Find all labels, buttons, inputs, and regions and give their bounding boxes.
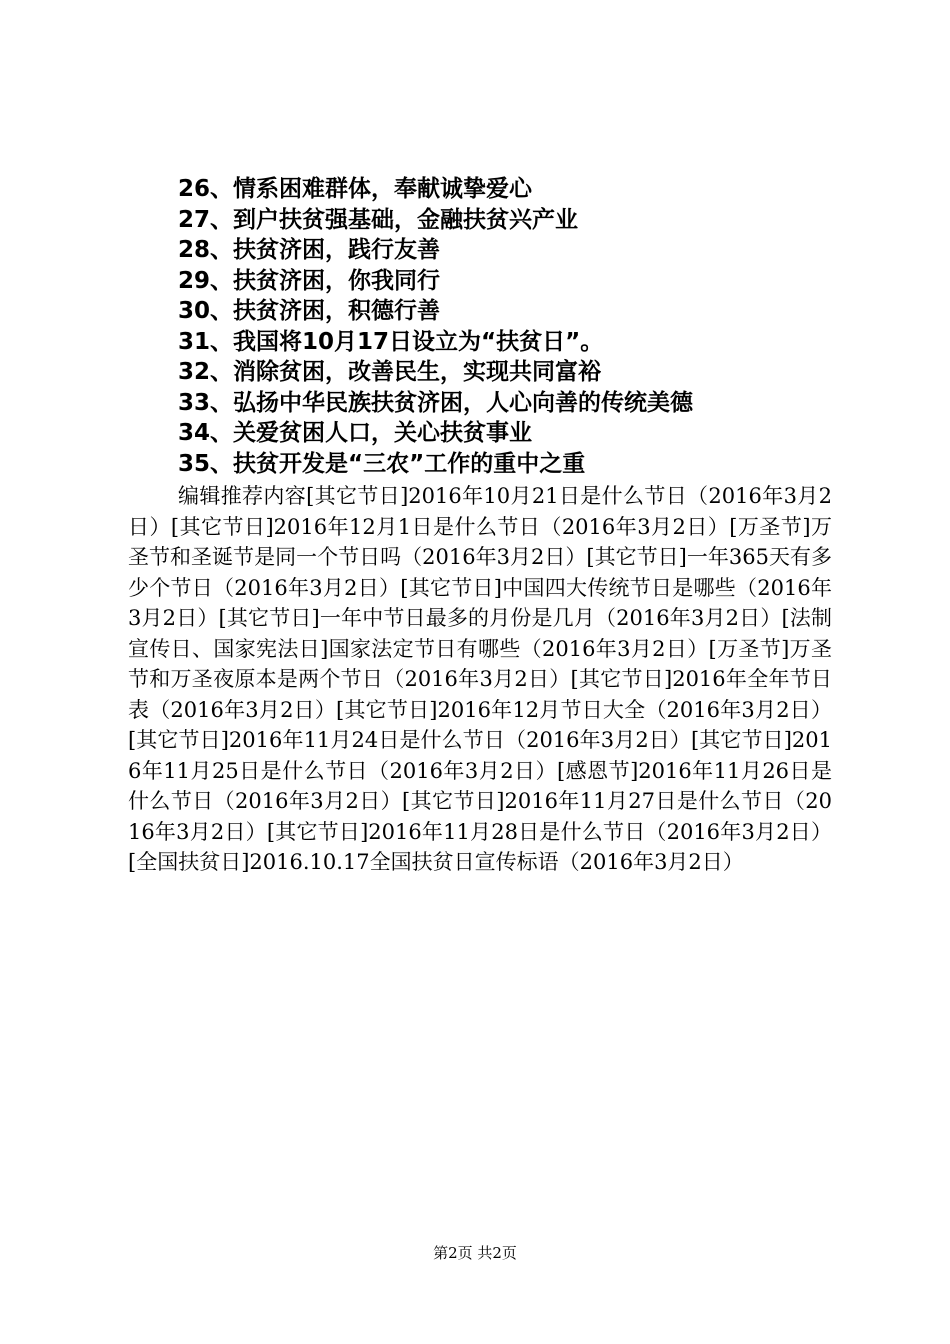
recommended-content-paragraph: 编辑推荐内容[其它节日]2016年10月21日是什么节日（2016年3月2日）[其它节日]2016年12月1日是什么节日（2016年3月2日）[万圣节]万圣节和圣诞节是同一个节日吗（2016年3月2日）[其它节日]一年365天有多少个节日（2016年3月2日）[其它节日]中国四大传统节日是哪些（2016年3月2日）[其它节日]一年中节日最多的月份是几月（2016年3月2日）[法制宣传日、国家宪法日]国家法定节日有哪些（2016年3月2日）[万圣节]万圣节和万圣夜原本是两个节日（2016年3月2日）[其它节日]2016年全年节日表（2016年3月2日）[其它节日]2016年12月节日大全（2016年3月2日）[其它节日]2016年11月24日是什么节日（2016年3月2日）[其它节日]2016年11月25日是什么节日（2016年3月2日）[感恩节]2016年11月26日是什么节日（2016年3月2日）[其它节日]2016年11月27日是什么节日（2016年3月2日）[其它节日]2016年11月28日是什么节日（2016年3月2日）[全国扶贫日]2016.10.17全国扶贫日宣传标语（2016年3月2日） [128,484,832,874]
page-number-footer: 第2页 共2页 [433,1244,517,1262]
slogan-item: 30、扶贫济困，积德行善 [178,298,441,324]
slogan-item: 34、关爱贫困人口，关心扶贫事业 [178,420,533,446]
slogan-item: 29、扶贫济困，你我同行 [178,267,441,294]
slogan-item: 33、弘扬中华民族扶贫济困，人心向善的传统美德 [178,389,694,416]
slogan-item: 28、扶贫济困，践行友善 [178,237,441,263]
slogan-item: 31、我国将10月17日设立为“扶贫日”。 [178,328,604,355]
slogan-item: 35、扶贫开发是“三农”工作的重中之重 [178,450,586,477]
slogan-item: 26、情系困难群体，奉献诚挚爱心 [178,176,533,202]
slogan-list [178,174,858,479]
slogan-item: 32、消除贫困，改善民生，实现共同富裕 [178,359,602,385]
slogan-item: 27、到户扶贫强基础，金融扶贫兴产业 [178,206,579,233]
